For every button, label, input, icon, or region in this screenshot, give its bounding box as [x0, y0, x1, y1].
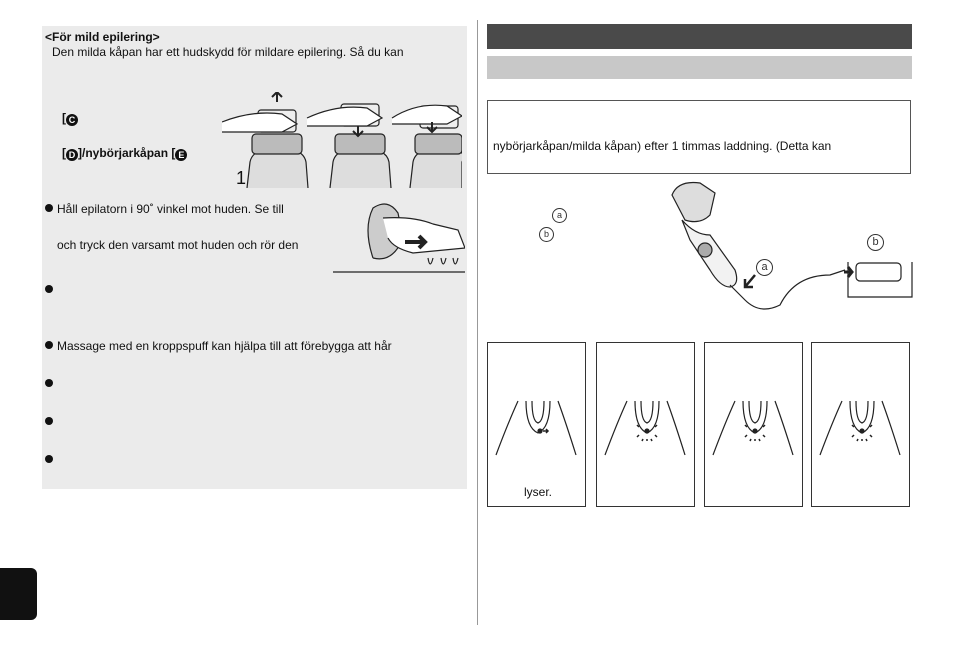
indicator-panel-2 — [596, 342, 695, 507]
indicator-panel-1 — [487, 342, 586, 507]
bullet-icon — [45, 204, 53, 212]
section-heading: <För mild epilering> — [45, 30, 160, 44]
bullet-icon — [45, 379, 53, 387]
bullet1-line2: och tryck den varsamt mot huden och rör den — [57, 238, 299, 252]
d-marker-icon: D — [66, 149, 78, 161]
bullet-icon — [45, 285, 53, 293]
indicator-panel-3 — [704, 342, 803, 507]
a-marker-icon: a — [552, 208, 567, 223]
indicator-blink-icon — [705, 383, 802, 493]
step-d-label: [ D ]/nybörjarkåpan [ E — [62, 146, 187, 161]
bullet-icon — [45, 417, 53, 425]
indicator-blink-icon — [597, 383, 694, 493]
indicator-light-icon — [488, 383, 585, 493]
a-marker-icon: a — [756, 259, 773, 276]
step-number: 1 — [236, 168, 247, 188]
column-divider — [477, 20, 478, 625]
b-marker-icon: b — [867, 234, 884, 251]
page-language-tab — [0, 568, 37, 620]
step-c-label: [ C — [62, 111, 78, 126]
subsection-title-bar — [487, 56, 912, 79]
bullet3-text: Massage med en kroppspuff kan hjälpa till att förebygga att hår — [57, 339, 392, 353]
intro-text: Den milda kåpan har ett hudskydd för mildare epilering. Så du kan — [52, 45, 404, 59]
bullet-icon — [45, 341, 53, 349]
panel1-caption: lyser. — [524, 485, 553, 499]
section-title-bar — [487, 24, 912, 49]
indicator-blink-icon — [812, 383, 909, 493]
attachment-illustration — [222, 92, 462, 188]
bullet-icon — [45, 455, 53, 463]
indicator-panel-4 — [811, 342, 910, 507]
c-marker-icon: C — [66, 114, 78, 126]
e-marker-icon: E — [175, 149, 187, 161]
b-marker-icon: b — [539, 227, 554, 242]
info-box-text: nybörjarkåpan/milda kåpan) efter 1 timmas laddning. (Detta kan — [493, 139, 832, 153]
info-box — [487, 100, 911, 174]
bullet1-line1: Håll epilatorn i 90˚ vinkel mot huden. Se till — [57, 202, 284, 216]
epilator-on-skin-illustration — [333, 198, 465, 274]
